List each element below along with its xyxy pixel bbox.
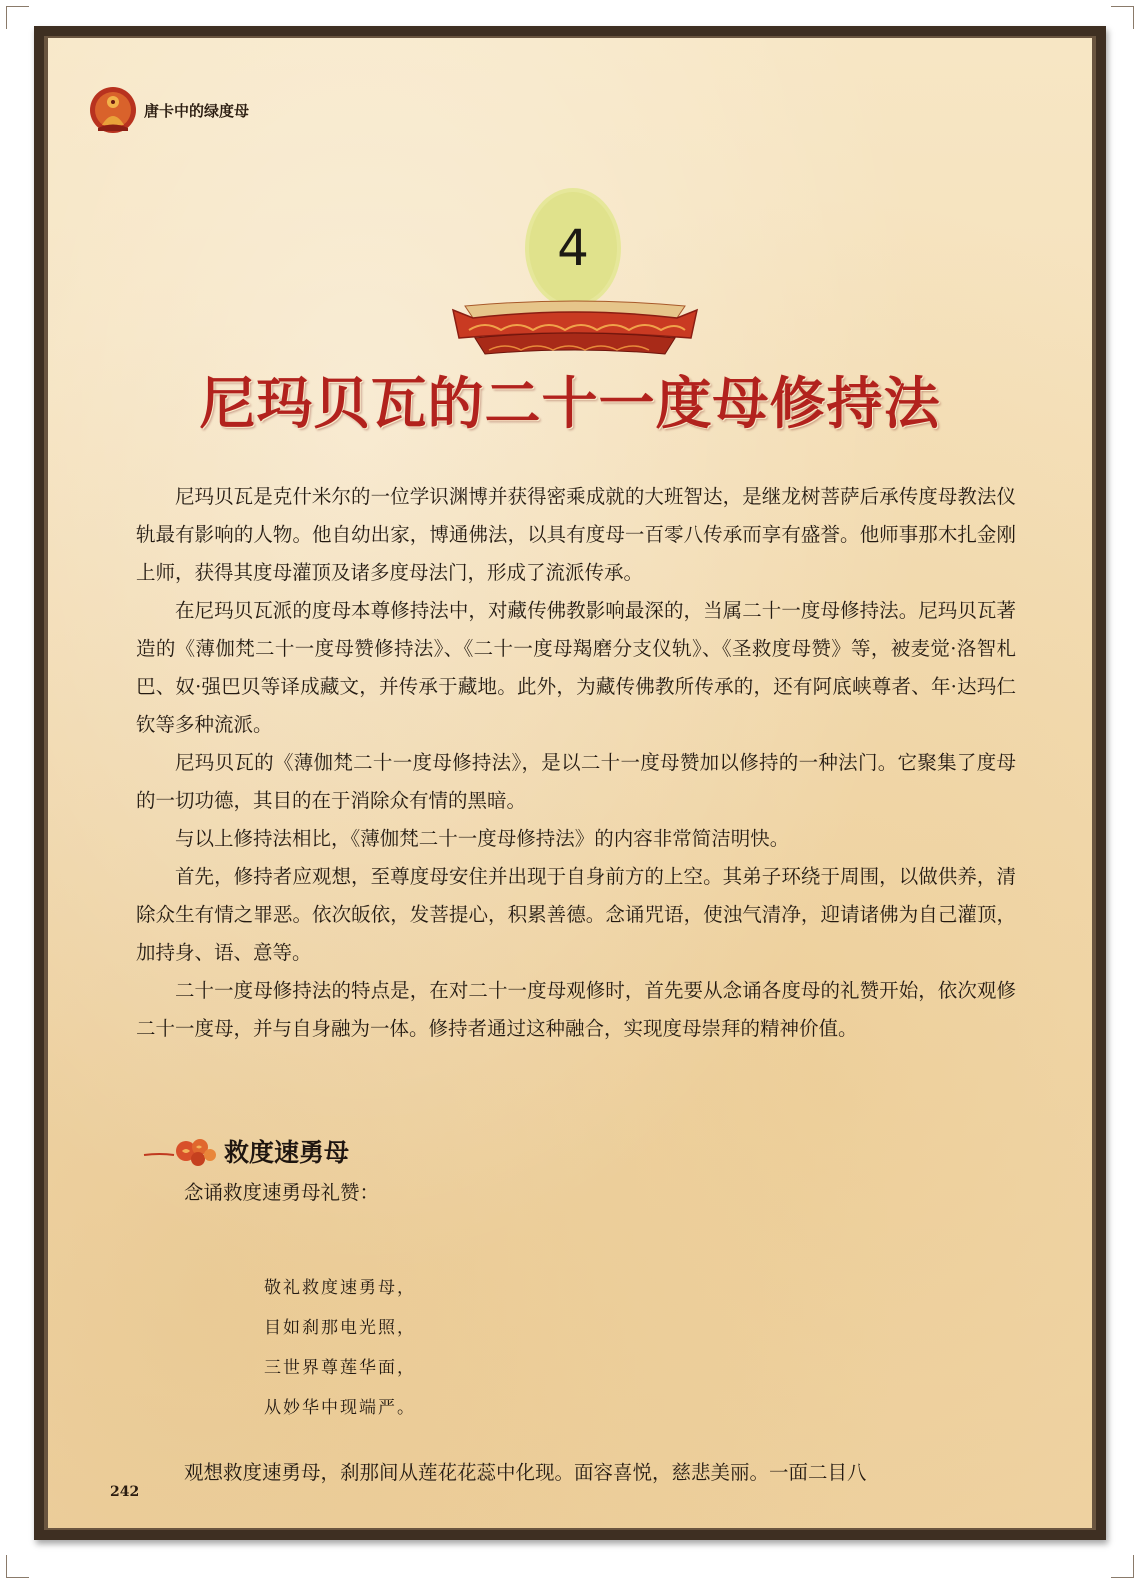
verse-line: 敬礼救度速勇母， xyxy=(264,1278,416,1298)
chapter-number: 4 xyxy=(557,219,589,277)
chapter-title: 尼玛贝瓦的二十一度母修持法 xyxy=(199,371,941,437)
continuation-line: 观想救度速勇母，刹那间从莲花花蕊中化现。面容喜悦，慈悲美丽。一面二目八 xyxy=(184,1461,867,1484)
section-heading xyxy=(140,1130,349,1172)
body-text xyxy=(136,478,1016,1048)
cloud-scroll-icon xyxy=(140,1131,220,1171)
paragraph: 与以上修持法相比，《薄伽梵二十一度母修持法》的内容非常简洁明快。 xyxy=(175,827,790,850)
section-intro: 念诵救度速勇母礼赞： xyxy=(184,1181,380,1204)
verse-line: 目如刹那电光照， xyxy=(264,1318,416,1338)
paragraph: 尼玛贝瓦的《薄伽梵二十一度母修持法》，是以二十一度母赞加以修持的一种法门。它聚集了度母的一切功德，其目的在于消除众有情的黑暗。 xyxy=(136,751,1016,812)
page-paper xyxy=(48,38,1092,1528)
paragraph: 首先，修持者应观想，至尊度母安住并出现于自身前方的上空。其弟子环绕于周围，以做供养，清除众生有情之罪恶。依次皈依，发菩提心，积累善德。念诵咒语，使浊气清净，迎请诸佛为自己灌顶，加持身、语、意等。 xyxy=(136,865,1016,964)
verse-block xyxy=(264,1268,416,1428)
crop-mark-top-left xyxy=(6,6,29,29)
verse-line: 三世界尊莲华面， xyxy=(264,1358,416,1378)
section-title: 救度速勇母 xyxy=(224,1138,350,1167)
paragraph: 尼玛贝瓦是克什米尔的一位学识渊博并获得密乘成就的大班智达，是继龙树菩萨后承传度母教法仪轨最有影响的人物。他自幼出家，博通佛法，以具有度母一百零八传承而享有盛誉。他师事那木扎金刚上师，获得其度母灌顶及诸多度母法门，形成了流派传承。 xyxy=(136,485,1016,584)
paragraph: 二十一度母修持法的特点是，在对二十一度母观修时，首先要从念诵各度母的礼赞开始，依次观修二十一度母，并与自身融为一体。修持者通过这种融合，实现度母崇拜的精神价值。 xyxy=(136,979,1016,1040)
deity-emblem-icon xyxy=(88,85,138,135)
verse-line: 从妙华中现端严。 xyxy=(264,1398,416,1418)
running-header xyxy=(88,82,249,138)
crop-mark-top-right xyxy=(1111,6,1134,29)
crop-mark-bottom-right xyxy=(1111,1555,1134,1578)
book-title: 唐卡中的绿度母 xyxy=(144,101,250,120)
chapter-ornament xyxy=(445,178,705,378)
page-number: 242 xyxy=(110,1484,140,1500)
paragraph: 在尼玛贝瓦派的度母本尊修持法中，对藏传佛教影响最深的，当属二十一度母修持法。尼玛贝瓦著造的《薄伽梵二十一度母赞修持法》、《二十一度母羯磨分支仪轨》、《圣救度母赞》等，被麦觉·洛智札巴、奴·强巴贝等译成藏文，并传承于藏地。此外，为藏传佛教所传承的，还有阿底峡尊者、年·达玛仁钦等多种流派。 xyxy=(136,599,1016,736)
crop-mark-bottom-left xyxy=(6,1555,29,1578)
